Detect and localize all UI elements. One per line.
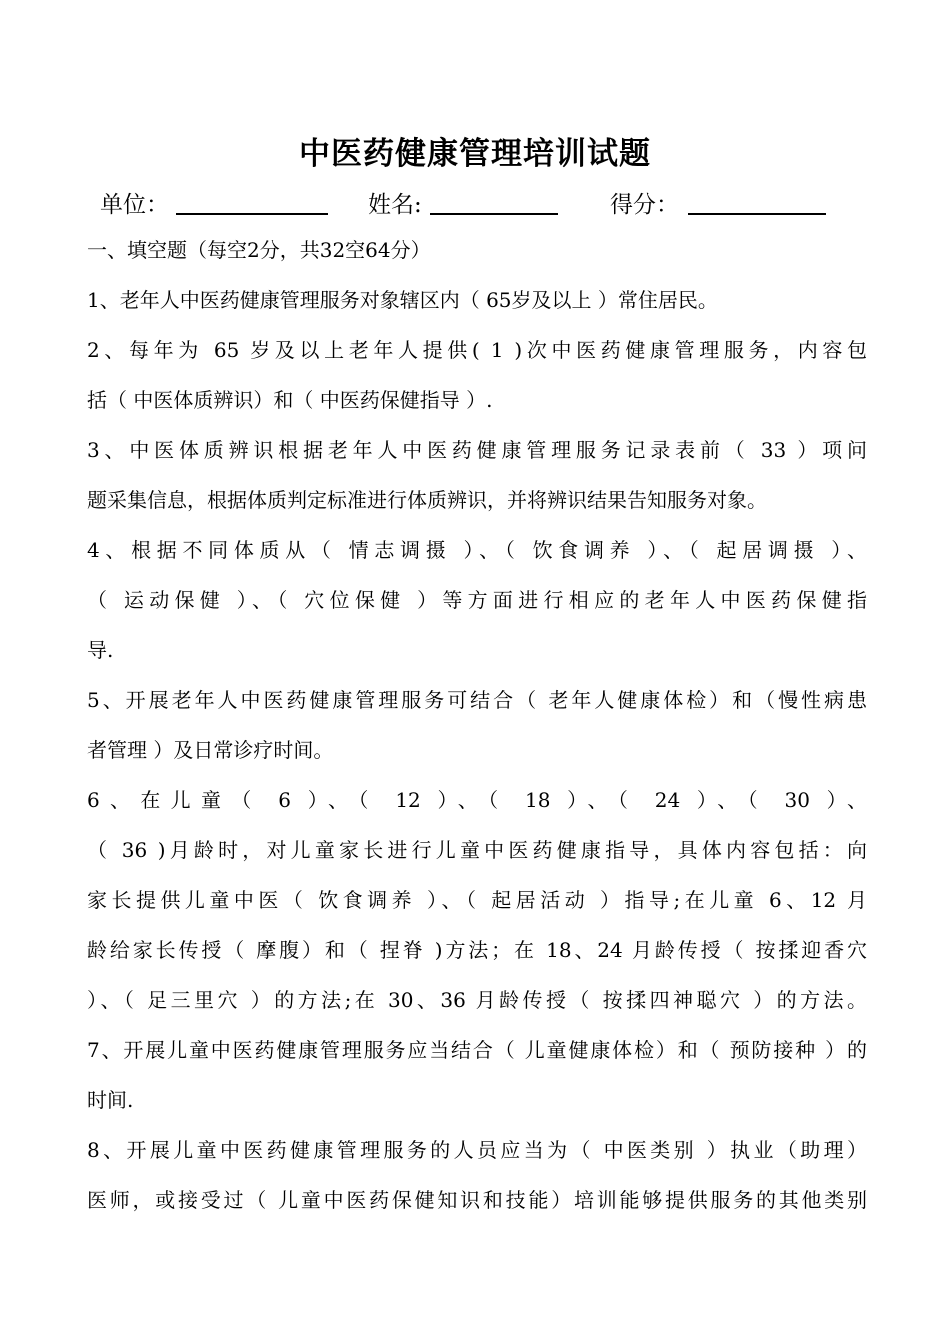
score-label: 得分： — [610, 192, 679, 218]
question-line: （ 36 )月龄时，对儿童家长进行儿童中医药健康指导，具体内容包括：向 — [87, 838, 867, 862]
question-line: 导. — [87, 638, 114, 662]
question-line: 家长提供儿童中医（ 饮食调养 ）、（ 起居活动 ）指导;在儿童 6、12 月 — [87, 888, 867, 912]
question-line: 龄给家长传授（ 摩腹）和（ 捏脊 )方法；在 18、24 月龄传授（ 按揉迎香穴 — [87, 938, 867, 962]
question-line: 者管理 ）及日常诊疗时间。 — [87, 738, 334, 762]
name-blank[interactable] — [430, 213, 558, 215]
question-line: 5、开展老年人中医药健康管理服务可结合（ 老年人健康体检）和（慢性病患 — [87, 688, 867, 712]
question-line: 2、每年为 65 岁及以上老年人提供( 1 )次中医药健康管理服务，内容包 — [87, 338, 867, 362]
question-line: 1、老年人中医药健康管理服务对象辖区内（ 65岁及以上 ）常住居民。 — [87, 288, 718, 312]
name-label: 姓名: — [368, 192, 422, 218]
question-line: 3、中医体质辨识根据老年人中医药健康管理服务记录表前（ 33 ）项问 — [87, 438, 867, 462]
question-line: 6、在儿童（ 6 ）、（ 12 ）、（ 18 ）、（ 24 ）、（ 30 ）、 — [87, 788, 867, 812]
question-line: 括（ 中医体质辨识）和（ 中医药保健指导 ）. — [87, 388, 493, 412]
score-blank[interactable] — [688, 213, 826, 215]
question-line: （ 运动保健 ）、（ 穴位保健 ）等方面进行相应的老年人中医药保健指 — [87, 588, 867, 612]
section-heading: 一、填空题（每空2分，共32空64分） — [87, 238, 431, 262]
question-line: 时间. — [87, 1088, 134, 1112]
question-line: 8、开展儿童中医药健康管理服务的人员应当为（ 中医类别 ）执业（助理） — [87, 1138, 867, 1162]
unit-blank[interactable] — [176, 213, 328, 215]
question-line: ）、（ 足三里穴 ）的方法;在 30、36 月龄传授（ 按揉四神聪穴 ）的方法。 — [87, 988, 867, 1012]
question-line: 7、开展儿童中医药健康管理服务应当结合（ 儿童健康体检）和（ 预防接种 ）的 — [87, 1038, 867, 1062]
question-line: 医师，或接受过（ 儿童中医药保健知识和技能）培训能够提供服务的其他类别 — [87, 1188, 867, 1212]
page-title: 中医药健康管理培训试题 — [299, 136, 651, 172]
header-info-row — [100, 184, 860, 220]
unit-label: 单位： — [100, 192, 169, 218]
question-line: 4、根据不同体质从（ 情志调摄 ）、（ 饮食调养 ）、（ 起居调摄 ）、 — [87, 538, 867, 562]
question-line: 题采集信息，根据体质判定标准进行体质辨识，并将辨识结果告知服务对象。 — [87, 488, 767, 512]
